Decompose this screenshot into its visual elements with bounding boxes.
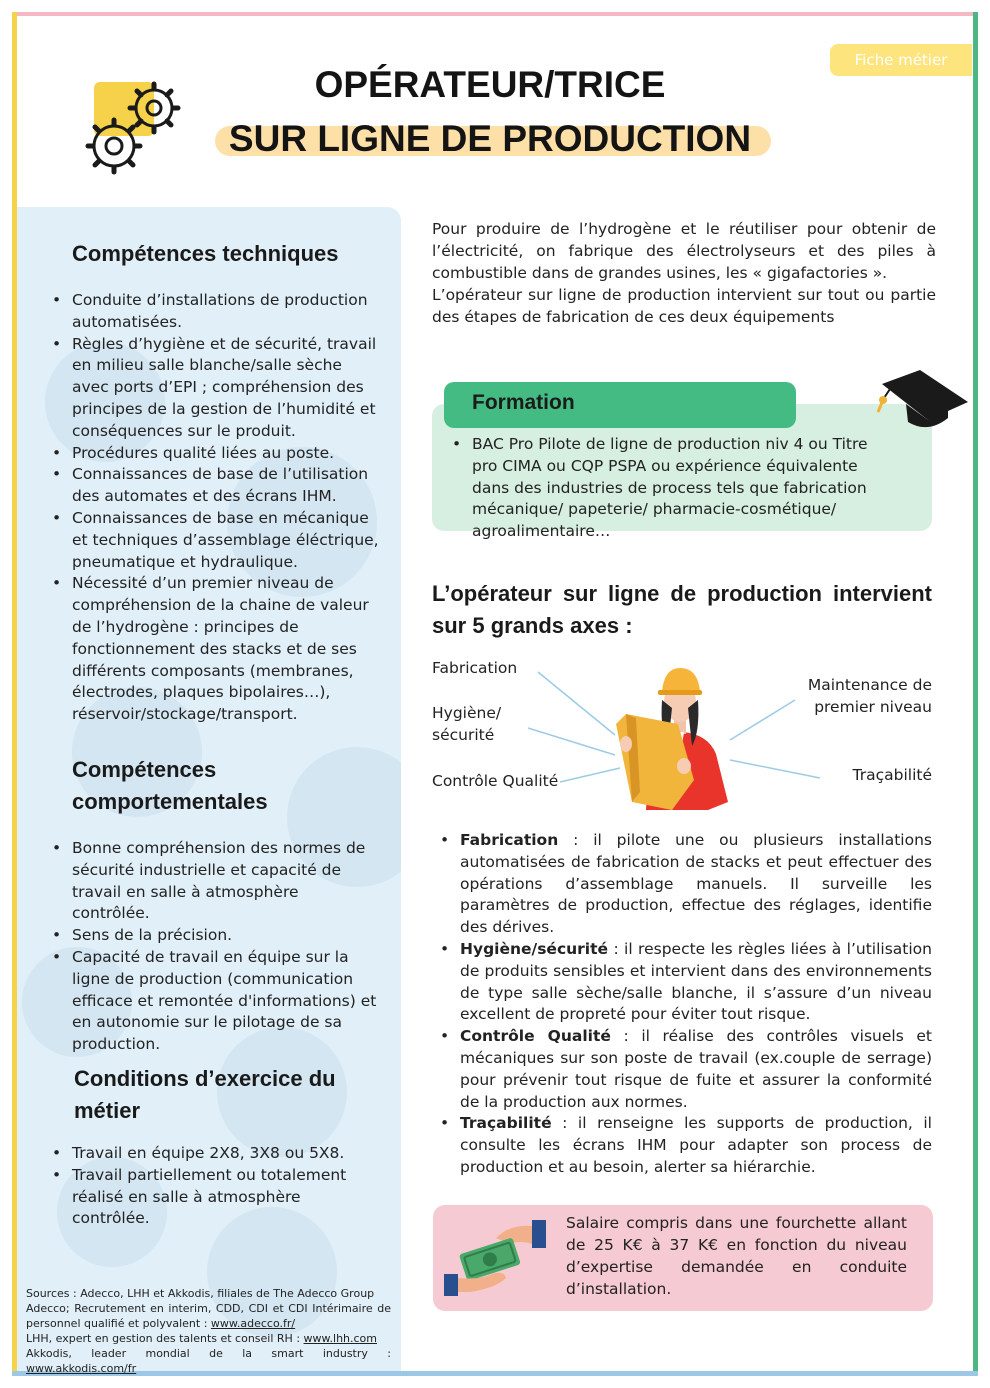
axis-label-line: sécurité xyxy=(432,726,495,744)
sources-akkodis: Akkodis, leader mondial de la smart industry : xyxy=(26,1347,391,1360)
title-line-2: SUR LIGNE DE PRODUCTION xyxy=(215,112,765,166)
axis-term: Traçabilité xyxy=(460,1114,552,1133)
axes-heading: L’opérateur sur ligne de production intervient sur 5 grands axes : xyxy=(432,581,932,638)
fiche-metier-tag: Fiche métier xyxy=(830,44,972,76)
list-item xyxy=(440,939,932,1026)
list-item: • Sens de la précision. xyxy=(52,925,380,947)
axis-description: : il réalise des contrôles visuels et mécaniques sur son poste de travail (ex.couple de serrage) pour prévenir tout risque de fuite et assurer la conformité de la production aux normes. xyxy=(460,1027,932,1111)
axis-label-controle: Contrôle Qualité xyxy=(432,772,559,790)
competences-comportementales-list xyxy=(52,838,380,1056)
conditions-list xyxy=(52,1143,372,1230)
list-item: • Capacité de travail en équipe sur la ligne de production (communication efficace et remontée d'informations) et en autonomie sur le pilotage de sa production. xyxy=(52,947,380,1056)
salary-text: Salaire compris dans une fourchette allant de 25 K€ à 37 K€ en fonction du niveau d’expertise demandée en conduite d’installation. xyxy=(566,1214,907,1298)
competences-techniques-list xyxy=(52,290,380,726)
axis-label-line: premier niveau xyxy=(814,698,932,716)
list-item: • BAC Pro Pilote de ligne de production niv 4 ou Titre pro CIMA ou CQP PSPA ou expérience équivalente dans des industries de process tels que fabrication mécanique/ papeterie/ pharmacie-cosmétique/ agroalimentaire… xyxy=(452,434,892,543)
adecco-link[interactable]: www.adecco.fr/ xyxy=(210,1317,296,1330)
frame-top-border xyxy=(12,12,978,16)
axis-label-hygiene xyxy=(432,702,501,746)
lhh-link[interactable]: www.lhh.com xyxy=(303,1332,377,1345)
axis-label-line: Maintenance de xyxy=(807,676,932,694)
intro-paragraph: Pour produire de l’hydrogène et le réutiliser pour obtenir de l’électricité, on fabrique des électrolyseurs et des piles à combustible dans de grandes usines, les « gigafactories ». xyxy=(432,220,936,282)
gears-icon xyxy=(82,76,192,180)
axis-term: Hygiène/sécurité xyxy=(460,939,609,958)
sources-lhh: LHH, expert en gestion des talents et conseil RH : xyxy=(26,1332,304,1345)
worker-with-plan-illustration xyxy=(612,662,736,810)
competences-techniques-heading: Compétences techniques xyxy=(72,241,339,266)
intro-text xyxy=(432,218,936,328)
axis-term: Fabrication xyxy=(460,831,559,849)
sources-line: Sources : Adecco, LHH et Akkodis, filiales de The Adecco Group xyxy=(26,1287,375,1300)
list-item: • Bonne compréhension des normes de sécurité industrielle et capacité de travail en salle à atmosphère contrôlée. xyxy=(52,838,380,925)
conditions-heading xyxy=(74,1063,336,1127)
axis-description: : il respecte les règles liées à l’utilisation de produits sensibles et intervient dans des environnements de type salle sèche/salle blanche, il s’assure d’un niveau excellent de propreté pour éviter tout risque. xyxy=(460,939,932,1024)
frame-right-border xyxy=(973,12,978,1376)
heading-line: comportementales xyxy=(72,789,268,814)
sources xyxy=(26,1286,391,1376)
formation-list xyxy=(452,434,892,543)
list-item: • Connaissances de base de l’utilisation des automates et des écrans IHM. xyxy=(52,464,380,508)
heading-line: Conditions d’exercice du xyxy=(74,1066,336,1091)
axis-label-tracabilite: Traçabilité xyxy=(852,766,932,784)
heading-line: métier xyxy=(74,1098,141,1123)
axis-label-maintenance xyxy=(780,674,932,718)
list-item xyxy=(440,1113,932,1178)
axes-details-list xyxy=(440,830,932,1179)
sources-adecco: Adecco; Recrutement en interim, CDD, CDI et CDI Intérimaire de personnel qualifié et polyvalent : xyxy=(26,1302,391,1330)
list-item: • Travail en équipe 2X8, 3X8 ou 5X8. xyxy=(52,1143,372,1165)
money-hand-icon xyxy=(440,1218,550,1298)
page-title xyxy=(195,58,785,166)
intro-paragraph: L’opérateur sur ligne de production intervient sur tout ou partie des étapes de fabrication de ces deux équipements xyxy=(432,286,936,326)
title-line-1: OPÉRATEUR/TRICE xyxy=(314,64,666,105)
axis-description: : il pilote une ou plusieurs installations automatisées de fabrication de stacks et peut effectuer des opérations d’assemblage manuels. Il surveille les paramètres de production, effectue des réglages, identifie des dérives. xyxy=(460,831,932,937)
competences-comportementales-heading xyxy=(72,754,268,818)
list-item: • Procédures qualité liées au poste. xyxy=(52,443,380,465)
list-item: • Connaissances de base en mécanique et techniques d’assemblage éléctrique, pneumatique et hydraulique. xyxy=(52,508,380,573)
list-item xyxy=(440,1026,932,1113)
heading-line: Compétences xyxy=(72,757,217,782)
formation-heading: Formation xyxy=(444,382,796,428)
graduation-cap-icon xyxy=(872,362,972,437)
axis-term: Contrôle Qualité xyxy=(460,1027,611,1046)
axis-label-fabrication: Fabrication xyxy=(432,659,518,677)
akkodis-link[interactable]: www.akkodis.com/fr xyxy=(26,1362,137,1375)
list-item: • Règles d’hygiène et de sécurité, travail en milieu salle blanche/salle sèche avec ports d’EPI ; compréhension des principes de la gestion de l’humidité et conséquences sur le produit. xyxy=(52,334,380,443)
list-item: • Nécessité d’un premier niveau de compréhension de la chaine de valeur de l’hydrogène : principes de fonctionnement des stacks et de ses différents composants (membranes, électrodes, plaques bipolaires…), réservoir/stockage/transport. xyxy=(52,573,380,726)
list-item xyxy=(440,830,932,939)
axis-label-line: Hygiène/ xyxy=(432,704,502,722)
list-item: • Conduite d’installations de production automatisées. xyxy=(52,290,380,334)
axis-description: : il renseigne les supports de production, il consulte les écrans IHM pour adapter son process de production et au besoin, alerter sa hiérarchie. xyxy=(460,1114,932,1176)
list-item: • Travail partiellement ou totalement réalisé en salle à atmosphère contrôlée. xyxy=(52,1165,372,1230)
